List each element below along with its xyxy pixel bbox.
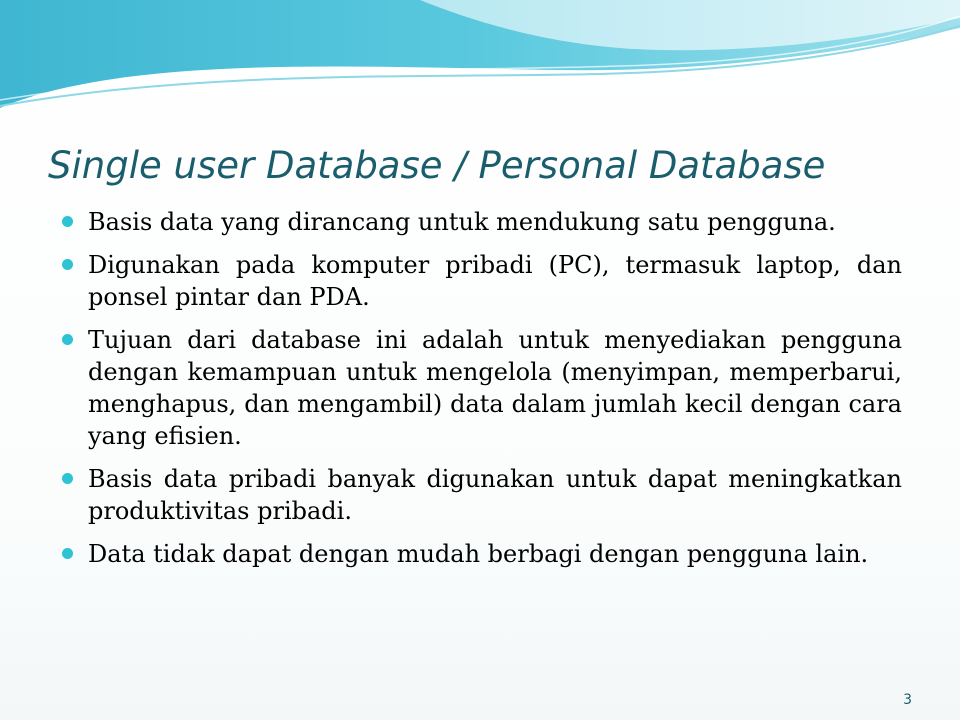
bullet-text: Data tidak dapat dengan mudah berbagi dengan pengguna lain.: [88, 540, 869, 568]
bullet-item: [60, 324, 902, 452]
bullet-text: Tujuan dari database ini adalah untuk menyediakan pengguna dengan kemampuan untuk mengelola (menyimpan, memperbarui, menghapus, dan mengambil) data dalam jumlah kecil dengan cara yang efisien.: [88, 326, 902, 450]
bullet-text: Basis data yang dirancang untuk mendukung satu pengguna.: [88, 208, 836, 236]
bullet-item: [60, 538, 902, 570]
bullet-dot-icon: [62, 334, 73, 345]
bullet-item: [60, 463, 902, 527]
page-number: 3: [903, 692, 912, 708]
bullet-item: [60, 249, 902, 313]
bullet-dot-icon: [62, 473, 73, 484]
bullet-text: Digunakan pada komputer pribadi (PC), termasuk laptop, dan ponsel pintar dan PDA.: [88, 251, 902, 311]
bullet-dot-icon: [62, 548, 73, 559]
bullet-list: [60, 206, 902, 581]
header-wave-decoration: [0, 0, 960, 130]
bullet-item: [60, 206, 902, 238]
bullet-dot-icon: [62, 259, 73, 270]
bullet-dot-icon: [62, 216, 73, 227]
bullet-text: Basis data pribadi banyak digunakan untuk dapat meningkatkan produktivitas pribadi.: [88, 465, 902, 525]
slide-title: Single user Database / Personal Database: [48, 144, 826, 187]
